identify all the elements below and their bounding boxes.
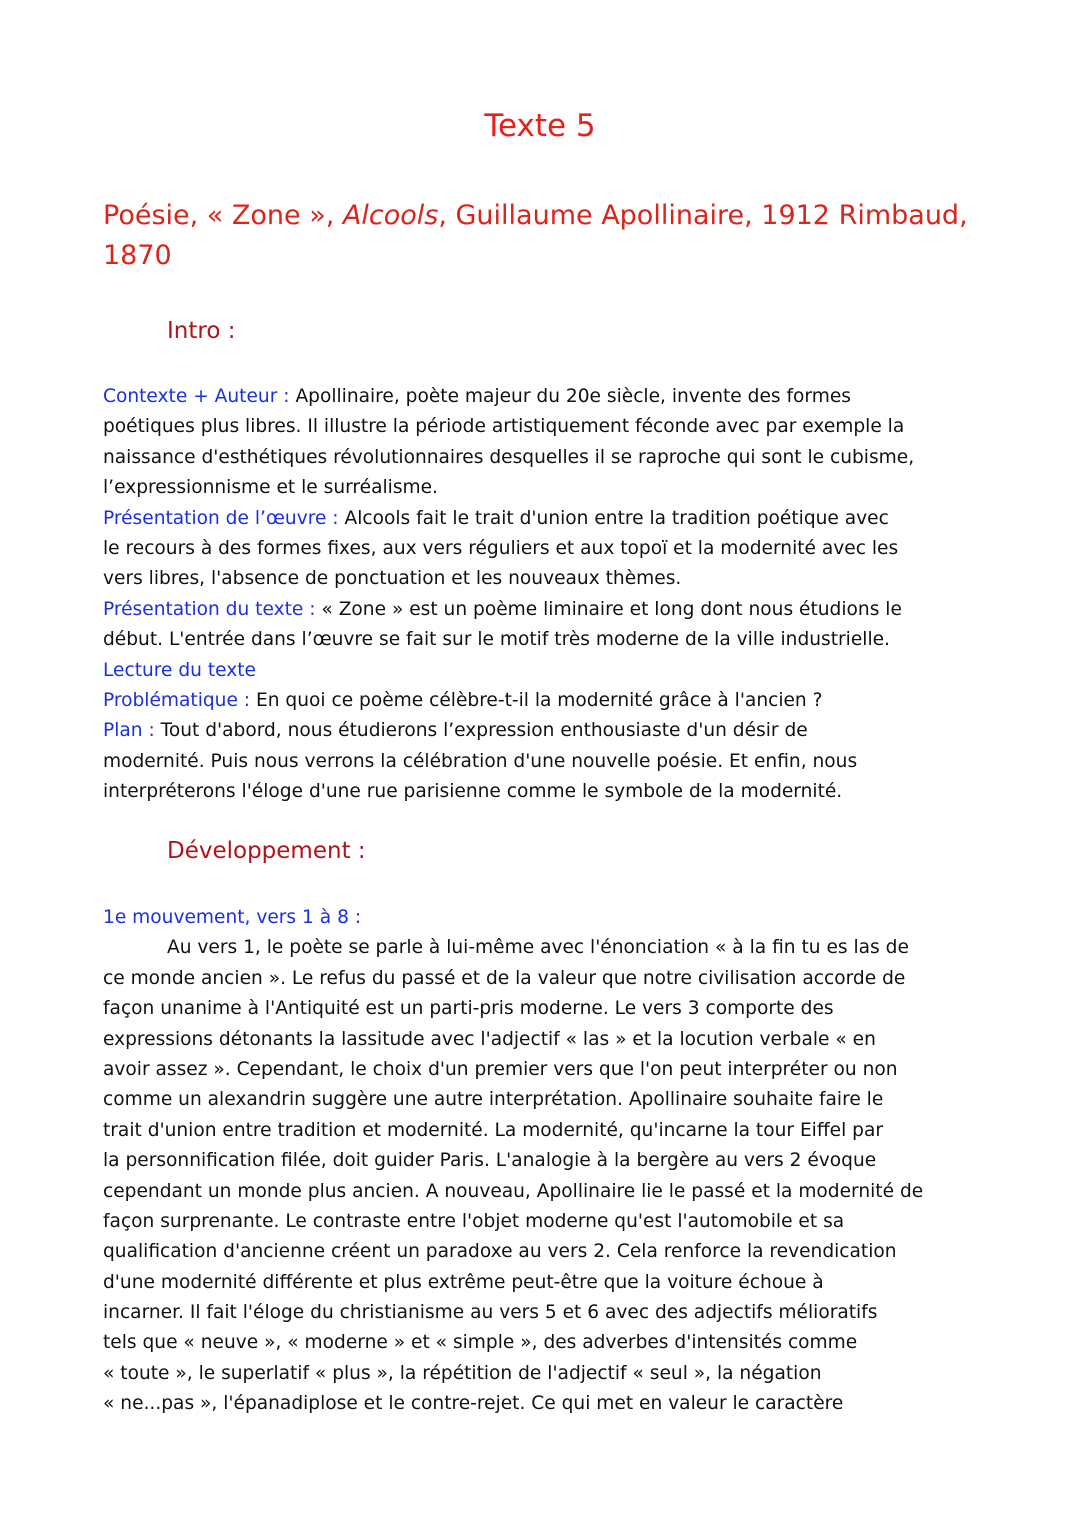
text-line [103, 747, 1003, 777]
line-text: façon surprenante. Le contraste entre l'objet moderne qu'est l'automobile et sa [103, 1210, 845, 1232]
text-line [103, 1268, 1003, 1298]
line-text: cependant un monde plus ancien. A nouveau, Apollinaire lie le passé et la modernité de [103, 1180, 924, 1202]
text-line [103, 595, 1003, 625]
heading-work-title: Alcools [342, 200, 439, 231]
text-line [103, 994, 1003, 1024]
text-line [103, 716, 1003, 746]
text-line [103, 1389, 1003, 1419]
line-text: poétiques plus libres. Il illustre la période artistiquement féconde avec par exemple la [103, 416, 905, 438]
line-text: l’expressionnisme et le surréalisme. [103, 477, 438, 499]
line-text: « Zone » est un poème liminaire et long dont nous étudions le [315, 598, 902, 620]
text-line [103, 504, 1003, 534]
line-text: naissance d'esthétiques révolutionnaires desquelles il se raproche qui sont le cubisme, [103, 446, 915, 468]
text-line [103, 964, 1003, 994]
text-line [103, 1025, 1003, 1055]
intro-heading: Intro : [167, 318, 236, 344]
line-text: début. L'entrée dans l’œuvre se fait sur le motif très moderne de la ville industrielle. [103, 629, 890, 651]
text-line [103, 1237, 1003, 1267]
document-title: Texte 5 [484, 108, 596, 144]
heading-part: , Guillaume Apollinaire, 1912 Rimbaud, [438, 200, 968, 231]
text-line [103, 534, 1003, 564]
text-line [103, 412, 1003, 442]
text-line [103, 686, 1003, 716]
section-label: Lecture du texte [103, 659, 256, 681]
text-line [103, 777, 1003, 807]
text-line [103, 1298, 1003, 1328]
line-text: « toute », le superlatif « plus », la répétition de l'adjectif « seul », la négation [103, 1362, 822, 1384]
line-text: d'une modernité différente et plus extrême peut-être que la voiture échoue à [103, 1271, 824, 1293]
text-line [103, 1116, 1003, 1146]
intro-section [103, 382, 1003, 807]
text-line [103, 1207, 1003, 1237]
section-label: 1e mouvement, vers 1 à 8 : [103, 907, 362, 928]
section-label: Contexte + Auteur : [103, 386, 290, 407]
text-line [103, 473, 1003, 503]
text-line [103, 656, 1003, 686]
line-text: « ne...pas », l'épanadiplose et le contre-rejet. Ce qui met en valeur le caractère [103, 1393, 844, 1415]
section-label: Présentation du texte : [103, 598, 316, 620]
line-text: En quoi ce poème célèbre-t-il la modernité grâce à l'ancien ? [250, 689, 823, 711]
text-line [103, 1359, 1003, 1389]
section-label: Présentation de l’œuvre : [103, 507, 339, 529]
text-line [103, 1146, 1003, 1176]
line-text: modernité. Puis nous verrons la célébration d'une nouvelle poésie. Et enfin, nous [103, 750, 858, 772]
development-section [103, 903, 1003, 1420]
line-text: trait d'union entre tradition et modernité. La modernité, qu'incarne la tour Eiffel par [103, 1119, 884, 1141]
text-line [103, 903, 1003, 933]
development-heading: Développement : [167, 838, 366, 864]
text-line [103, 1085, 1003, 1115]
text-line [103, 1055, 1003, 1085]
section-label: Plan : [103, 720, 155, 742]
line-text: la personnification filée, doit guider Paris. L'analogie à la bergère au vers 2 évoque [103, 1150, 877, 1172]
text-line [103, 1328, 1003, 1358]
line-text: ce monde ancien ». Le refus du passé et de la valeur que notre civilisation accorde de [103, 967, 906, 989]
line-text: tels que « neuve », « moderne » et « simple », des adverbes d'intensités comme [103, 1332, 858, 1354]
line-text: qualification d'ancienne créent un paradoxe au vers 2. Cela renforce la revendication [103, 1241, 897, 1263]
line-text: le recours à des formes fixes, aux vers réguliers et aux topoï et la modernité avec les [103, 537, 899, 559]
line-text: Tout d'abord, nous étudierons l’expression enthousiaste d'un désir de [154, 720, 808, 742]
line-text: interpréterons l'éloge d'une rue parisienne comme le symbole de la modernité. [103, 781, 843, 803]
text-line [103, 443, 1003, 473]
text-line [103, 382, 1003, 412]
heading-line-2: 1870 [103, 240, 172, 271]
line-text: façon unanime à l'Antiquité est un parti-pris moderne. Le vers 3 comporte des [103, 998, 834, 1020]
text-line [103, 564, 1003, 594]
line-text: incarner. Il fait l'éloge du christianisme au vers 5 et 6 avec des adjectifs mélioratifs [103, 1302, 878, 1324]
line-text: Alcools fait le trait d'union entre la tradition poétique avec [338, 507, 889, 529]
line-text: avoir assez ». Cependant, le choix d'un premier vers que l'on peut interpréter ou non [103, 1058, 898, 1080]
text-line [103, 1177, 1003, 1207]
text-line [103, 933, 1003, 963]
line-text: Au vers 1, le poète se parle à lui-même avec l'énonciation « à la fin tu es las de [167, 937, 909, 959]
line-text: expressions détonants la lassitude avec l'adjectif « las » et la locution verbale « en [103, 1028, 876, 1050]
text-line [103, 625, 1003, 655]
text-heading [103, 196, 968, 276]
line-text: comme un alexandrin suggère une autre interprétation. Apollinaire souhaite faire le [103, 1089, 884, 1111]
line-text: vers libres, l'absence de ponctuation et les nouveaux thèmes. [103, 568, 682, 590]
section-label: Problématique : [103, 689, 251, 711]
heading-part: Poésie, « Zone », [103, 200, 343, 231]
line-text: Apollinaire, poète majeur du 20e siècle, invente des formes [289, 386, 851, 407]
